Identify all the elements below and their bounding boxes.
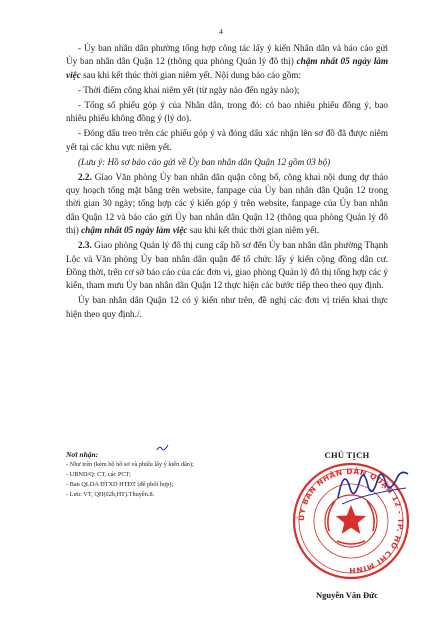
signer-name: Nguyễn Văn Đức: [315, 590, 379, 600]
paragraph-note: (Lưu ý: Hồ sơ báo cáo gửi về Ủy ban nhân dân Quận 12 gồm 03 bộ): [78, 156, 331, 167]
signature-block: [272, 450, 422, 600]
svg-text:ỦY BAN NHÂN DÂN QUẬN 12 - TP.: ỦY BAN NHÂN DÂN QUẬN 12 - TP. HỒ CHÍ MINH: [296, 466, 406, 576]
paragraph-feedback-count: - Tổng số phiếu góp ý của Nhân dân, trong đó: có bao nhiêu phiếu đồng ý, bao nhiêu phiếu không đồng ý (lý do).: [66, 99, 388, 124]
recipient-item: - Ban QLDA ĐTXD HTĐT (để phối hợp);: [66, 481, 174, 488]
handwritten-signature: [334, 458, 414, 518]
deadline-emphasis: chậm nhất 05 ngày làm việc: [81, 225, 188, 236]
paragraph-stamp: - Đóng dấu treo trên các phiếu góp ý và đóng dấu xác nhận lên sơ đồ đã được niêm yết tại các khu vực niêm yết.: [66, 128, 388, 152]
recipients: [66, 450, 266, 500]
recipient-item: - UBND/Q: CT, các PCT;: [66, 471, 131, 478]
recipient-item: - Như trên (kèm bộ hồ sơ và phiếu lấy ý kiến dân);: [66, 461, 194, 468]
recipient-item: - Lưu: VT, QH(02b,HT).Thuyền.8.: [66, 491, 155, 498]
page-number: 4: [219, 27, 223, 36]
paragraph-2-3: 2.3. Giao phòng Quản lý đô thị cung cấp hồ sơ đến Ủy ban nhân dân phường Thạnh Lộc và Văn phòng Ủy ban nhân dân quận để tổ chức lấy ý kiến cộng đồng dân cư. Đồng thời, trên cơ sở báo cáo của các đơn vị, giao phòng Quản lý đô thị tổng hợp các ý kiến, tham mưu Ủy ban nhân dân Quận 12 thực hiện các bước tiếp theo theo quy định.: [66, 240, 388, 291]
paragraph-closing: Ủy ban nhân dân Quận 12 có ý kiến như trên, đề nghị các đơn vị triển khai thực hiện theo quy định./.: [66, 295, 388, 319]
paragraph-2-2: 2.2. Giao Văn phòng Ủy ban nhân dân quận công bố, công khai nội dung dự thảo quy hoạch tổng mặt bằng trên website, fanpage của Ủy ban nhân dân Quận 12 trong thời gian 30 ngày; tổng hợp các ý kiến góp ý trên website, fanpage của Ủy ban nhân dân Quận 12 và báo cáo gửi Ủy ban nhân dân Quận 12 (thông qua phòng Quản lý đô thị) chậm nhất 05 ngày làm việc sau khi kết thúc thời gian niêm yết.: [66, 171, 388, 236]
deadline-emphasis: chậm nhất 05 ngày làm việc: [66, 56, 389, 80]
section-number: 2.3.: [78, 240, 92, 251]
paragraph-posting-period: - Thời điểm công khai niêm yết (từ ngày nào đến ngày nào);: [78, 84, 300, 95]
recipients-heading: Nơi nhận:: [66, 450, 99, 459]
section-number: 2.2.: [78, 171, 92, 182]
document-body: [66, 42, 388, 323]
signer-title: CHỦ TỊCH: [324, 450, 370, 460]
paragraph-ward-report: - Ủy ban nhân dân phường tổng hợp công tác lấy ý kiến Nhân dân và báo cáo gửi Ủy ban nhân dân Quận 12 (thông qua phòng Quản lý đô thị) chậm nhất 05 ngày làm việc sau khi kết thúc thời gian niêm yết. Nội dung báo cáo gồm:: [66, 43, 389, 80]
